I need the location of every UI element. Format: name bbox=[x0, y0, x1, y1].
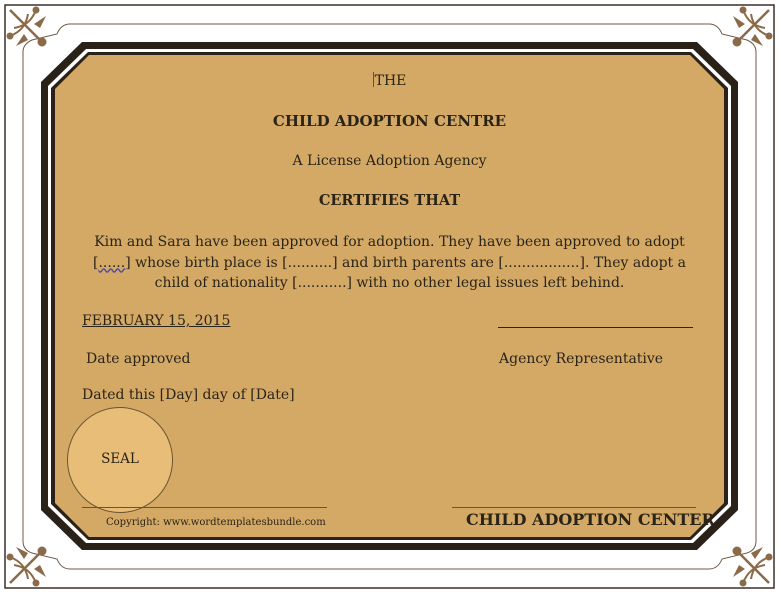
organization-title: CHILD ADOPTION CENTRE bbox=[272, 112, 507, 130]
copyright-text: Copyright: www.wordtemplatesbundle.com bbox=[106, 517, 326, 528]
adoption-center-name: CHILD ADOPTION CENTER bbox=[466, 510, 715, 529]
body-text-part2: whose birth place is [..........] and birth parents are [.................]. They adopt a child of nationality [...........] with no other legal issues left behind. bbox=[130, 254, 686, 291]
agency-representative-label: Agency Representative bbox=[499, 351, 664, 367]
corner-ornament-icon bbox=[6, 6, 54, 54]
corner-ornament-icon bbox=[725, 539, 773, 587]
corner-ornament-icon bbox=[725, 6, 773, 54]
seal-label: SEAL bbox=[101, 451, 139, 467]
signature-line bbox=[498, 327, 693, 328]
blank-placeholder bbox=[93, 255, 131, 271]
body-text-part1: Kim and Sara have been approved for adoption. They have been approved to adopt bbox=[94, 234, 685, 250]
center-name-divider bbox=[452, 507, 696, 508]
spellcheck-squiggle: ...... bbox=[98, 254, 126, 271]
dated-line: Dated this [Day] day of [Date] bbox=[82, 387, 295, 403]
seal-circle bbox=[67, 407, 173, 513]
blank-open-bracket: [ bbox=[93, 254, 99, 271]
certificate-heading-the[interactable] bbox=[0, 72, 779, 89]
copyright-divider bbox=[82, 507, 327, 508]
heading-the-text: THE bbox=[374, 73, 407, 89]
text-cursor bbox=[373, 72, 374, 87]
agency-subtitle: A License Adoption Agency bbox=[292, 153, 487, 169]
approval-date-value: FEBRUARY 15, 2015 bbox=[82, 313, 231, 329]
certifies-heading: CERTIFIES THAT bbox=[318, 192, 461, 209]
corner-ornament-icon bbox=[6, 539, 54, 587]
blank-close-bracket: ] bbox=[125, 254, 131, 271]
certificate-body-text bbox=[82, 232, 697, 294]
date-approved-label: Date approved bbox=[86, 351, 191, 367]
